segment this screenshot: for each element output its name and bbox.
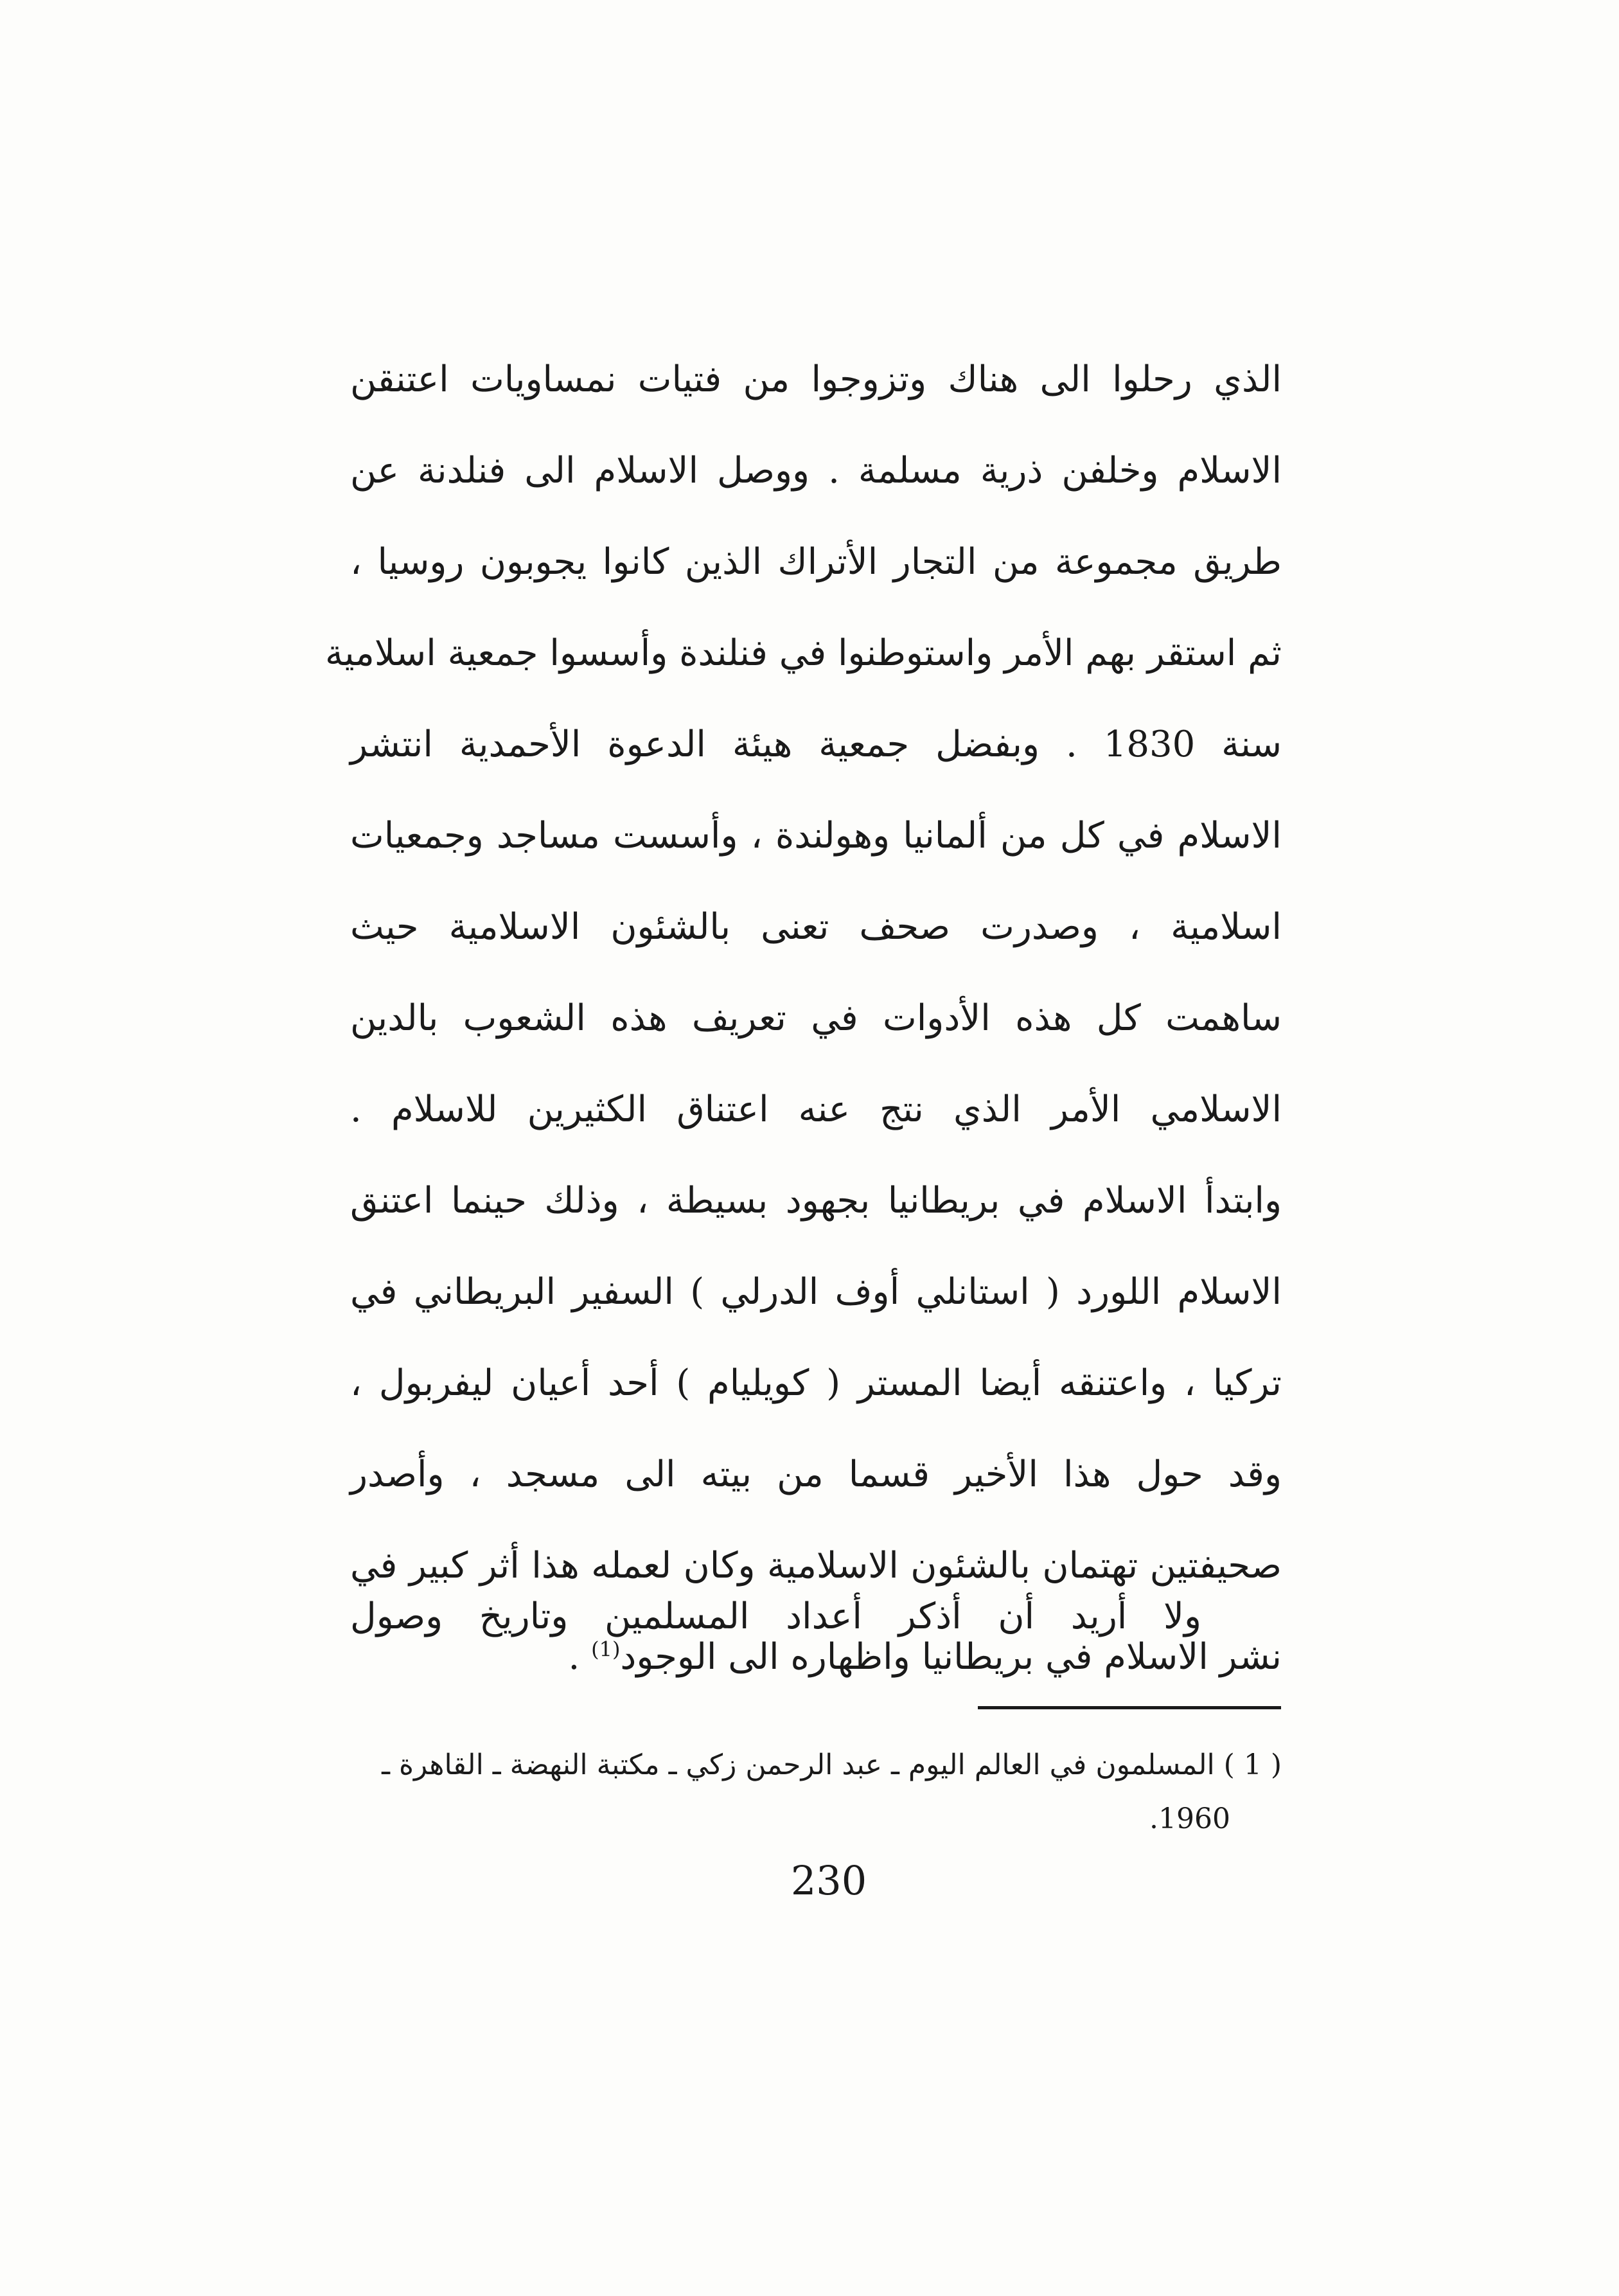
text-line: اسلامية ، وصدرت صحف تعنى بالشئون الاسلامية حيث	[350, 906, 1282, 948]
text-line: تركيا ، واعتنقه أيضا المستر ( كويليام ) أحد أعيان ليفربول ،	[350, 1362, 1282, 1404]
main-paragraph	[324, 334, 1282, 1703]
footnote-divider	[978, 1706, 1281, 1709]
second-paragraph	[350, 1571, 1201, 1662]
text-line: الاسلام في كل من ألمانيا وهولندة ، وأسست مساجد وجمعيات	[350, 815, 1282, 857]
text-line: وقد حول هذا الأخير قسما من بيته الى مسجد ، وأصدر	[350, 1454, 1282, 1495]
text-line: ساهمت كل هذه الأدوات في تعريف هذه الشعوب بالدين	[350, 997, 1282, 1039]
text-line: الاسلامي الأمر الذي نتج عنه اعتناق الكثيرين للاسلام .	[350, 1089, 1282, 1130]
text-line: صحيفتين تهتمان بالشئون الاسلامية وكان لعمله هذا أثر كبير في	[350, 1545, 1282, 1587]
last-line-end: .	[568, 1636, 592, 1678]
text-line: طريق مجموعة من التجار الأتراك الذين كانوا يجوبون روسيا ،	[350, 541, 1282, 583]
last-line-text: نشر الاسلام في بريطانيا واظهاره الى الوجود	[620, 1636, 1282, 1678]
footnote-line: ( 1 ) المسلمون في العالم اليوم ـ عبد الرحمن زكي ـ مكتبة النهضة ـ القاهرة ـ	[382, 1749, 1282, 1781]
footnote-line: 1960.	[1149, 1802, 1230, 1835]
text-line: ثم استقر بهم الأمر واستوطنوا في فنلندة وأسسوا جمعية اسلامية	[324, 632, 1282, 674]
footnote	[350, 1738, 1282, 1846]
footnote-reference: (1)	[591, 1637, 621, 1662]
page-number: 230	[790, 1857, 867, 1904]
text-line: الاسلام اللورد ( استانلي أوف الدرلي ) السفير البريطاني في	[350, 1271, 1282, 1313]
text-line: وابتدأ الاسلام في بريطانيا بجهود بسيطة ، وذلك حينما اعتنق	[350, 1180, 1282, 1222]
text-line: الذي رحلوا الى هناك وتزوجوا من فتيات نمساويات اعتنقن	[350, 359, 1282, 400]
text-line: سنة 1830 . وبفضل جمعية هيئة الدعوة الأحمدية انتشر	[350, 724, 1282, 765]
text-line: الاسلام وخلفن ذرية مسلمة . ووصل الاسلام الى فنلدنة عن	[350, 450, 1282, 492]
text-line: ولا أريد أن أذكر أعداد المسلمين وتاريخ وصول	[350, 1596, 1201, 1637]
